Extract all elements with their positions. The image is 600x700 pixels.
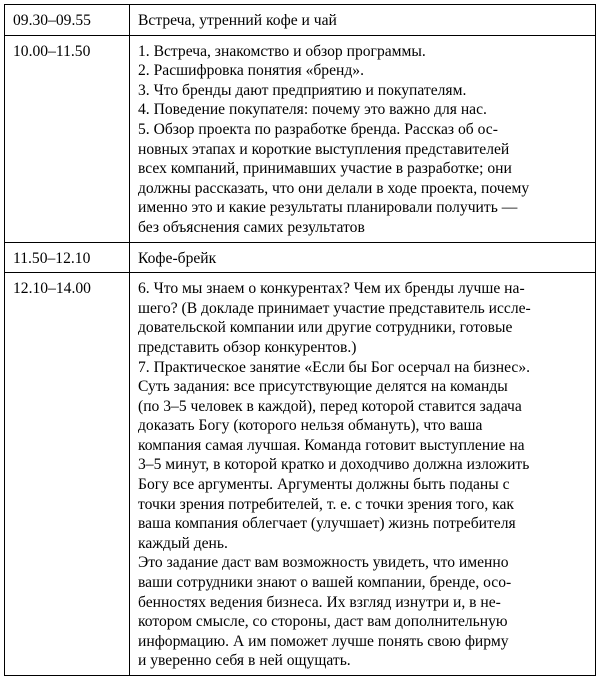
text-line: котором смысле, со стороны, даст вам дополнительную [138, 613, 508, 631]
table-row [5, 35, 596, 242]
text-line: 3–5 минут, в которой кратко и доходчиво должна изложить [138, 456, 530, 474]
content-cell [130, 35, 596, 242]
text-line: ваша компания облегчает (улучшает) жизнь потребителя [138, 515, 516, 533]
text-line: представить обзор конкурентов.) [138, 338, 357, 356]
text-line: Это задание даст вам возможность увидеть, что именно [138, 554, 509, 572]
content-cell [130, 242, 596, 273]
text-line: 2. Расшифровка понятия «бренд». [138, 62, 364, 80]
text-line: Суть задания: все присутствующие делятся на команды [138, 378, 508, 396]
text-line: 7. Практическое занятие «Если бы Бог осерчал на бизнес». [138, 358, 531, 376]
time-cell: 10.00–11.50 [5, 35, 130, 242]
content-cell [130, 273, 596, 676]
text-line: без объяснения самих результатов [138, 218, 365, 236]
text-line: и уверенно себя в ней ощущать. [138, 652, 351, 670]
text-line: новных этапах и короткие выступления представителей [138, 140, 510, 158]
table-row [5, 273, 596, 676]
text-line: 5. Обзор проекта по разработке бренда. Рассказ об ос- [138, 120, 498, 138]
schedule-table [4, 4, 596, 676]
text-line: Встреча, утренний кофе и чай [138, 12, 337, 29]
text-line: Богу все аргументы. Аргументы должны быть поданы с [138, 476, 510, 494]
text-line: всех компаний, принимавших участие в разработке; они [138, 160, 512, 178]
text-line: именно это и какие результаты планировали получить — [138, 199, 518, 217]
text-line: каждый день. [138, 534, 228, 552]
text-line: шего? (В докладе принимает участие представитель иссле- [138, 299, 531, 317]
text-line: компания самая лучшая. Команда готовит выступление на [138, 436, 525, 454]
text-line: ваши сотрудники знают о вашей компании, бренде, осо- [138, 574, 512, 592]
time-cell: 11.50–12.10 [5, 242, 130, 273]
text-line: доказать Богу (которого нельзя обмануть), что ваша [138, 417, 483, 435]
text-line: довательской компании или другие сотрудники, готовые [138, 319, 513, 337]
text-line: 6. Что мы знаем о конкурентах? Чем их бренды лучше на- [138, 280, 525, 298]
table-row [5, 5, 596, 36]
content-cell [130, 5, 596, 36]
text-line: 3. Что бренды дают предприятию и покупателям. [138, 81, 467, 99]
time-cell: 12.10–14.00 [5, 273, 130, 676]
text-line: (по 3–5 человек в каждой), перед которой ставится задача [138, 397, 522, 415]
time-cell: 09.30–09.55 [5, 5, 130, 36]
text-line: 1. Встреча, знакомство и обзор программы. [138, 42, 426, 60]
text-line: бенностях ведения бизнеса. Их взгляд изнутри и, в не- [138, 593, 501, 611]
table-row [5, 242, 596, 273]
text-line: информацию. А им поможет лучше понять свою фирму [138, 632, 509, 650]
text-line: точки зрения потребителей, т. е. с точки зрения того, как [138, 495, 514, 513]
text-line: должны рассказать, что они делали в ходе проекта, почему [138, 179, 530, 197]
text-line: Кофе-брейк [138, 249, 217, 267]
text-line: 4. Поведение покупателя: почему это важно для нас. [138, 101, 487, 119]
